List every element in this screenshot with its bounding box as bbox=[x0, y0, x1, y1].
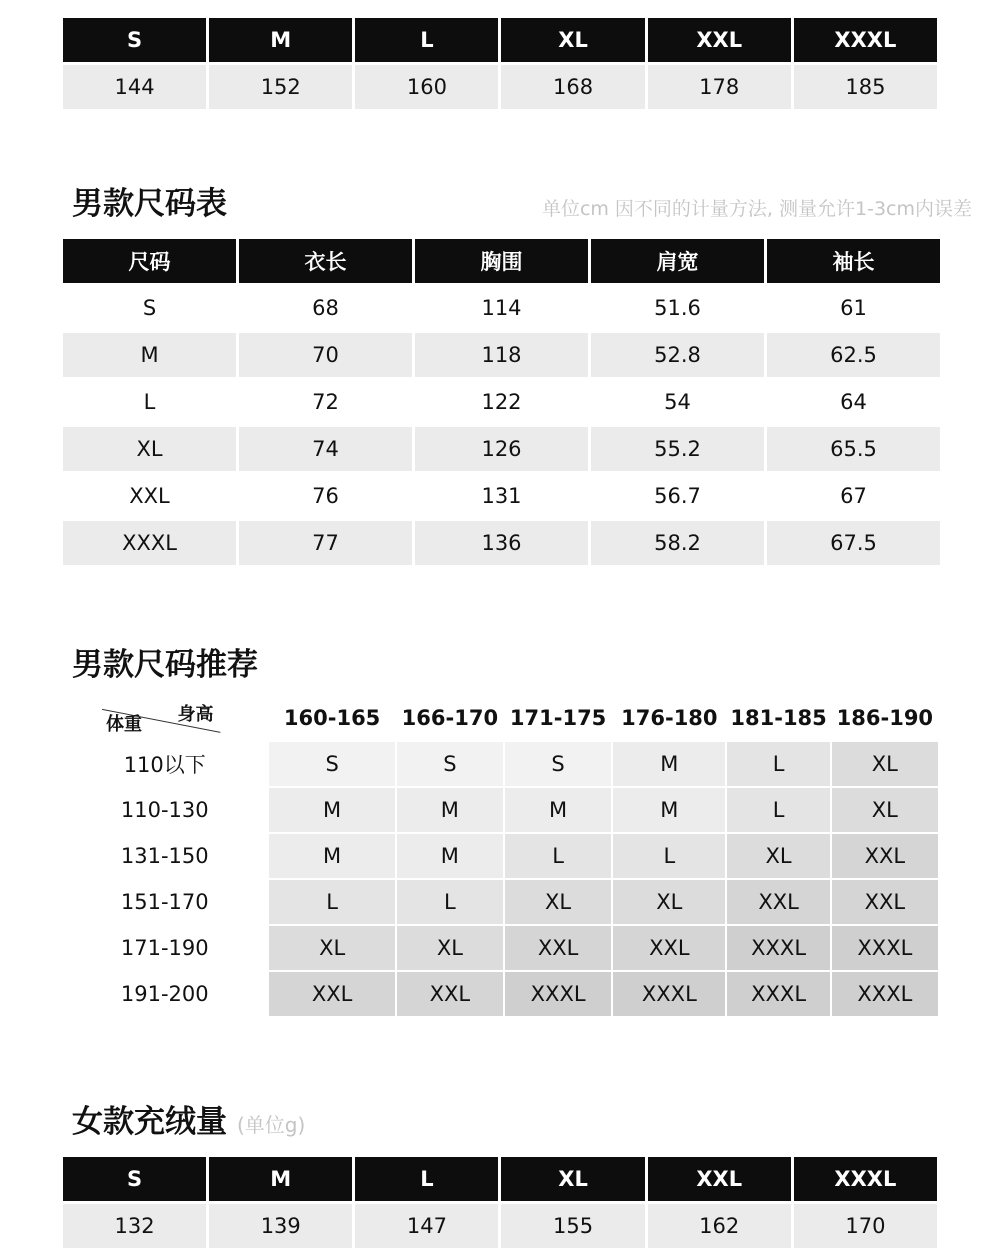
women-value-cell: 170 bbox=[794, 1204, 937, 1248]
weight-range-cell: 171-190 bbox=[62, 926, 267, 970]
men-table-cell: 74 bbox=[239, 427, 412, 471]
men-table-row bbox=[63, 286, 940, 330]
weight-range-cell: 131-150 bbox=[62, 834, 267, 878]
rec-table-row bbox=[62, 880, 938, 924]
recommended-size-cell: M bbox=[269, 834, 394, 878]
weight-range-cell: 110以下 bbox=[62, 742, 267, 786]
men-rec-table bbox=[60, 694, 940, 1018]
recommended-size-cell: XXXL bbox=[727, 926, 829, 970]
men-table-cell: 61 bbox=[767, 286, 940, 330]
rec-table-row bbox=[62, 742, 938, 786]
recommended-size-cell: XXL bbox=[727, 880, 829, 924]
men-table-row bbox=[63, 333, 940, 377]
recommended-size-cell: XXL bbox=[832, 880, 938, 924]
men-table-cell: 114 bbox=[415, 286, 588, 330]
men-table-header-row bbox=[63, 239, 940, 283]
corner-height-label: 身高 bbox=[177, 704, 214, 725]
height-range-header: 160-165 bbox=[283, 706, 381, 730]
women-value-cell: 139 bbox=[209, 1204, 352, 1248]
corner-weight-label: 体重 bbox=[106, 714, 142, 735]
women-header-cell: S bbox=[63, 1157, 206, 1201]
recommended-size-cell: XL bbox=[832, 742, 938, 786]
men-table-row bbox=[63, 427, 940, 471]
men-table-row bbox=[63, 380, 940, 424]
women-header-cell: XXXL bbox=[794, 1157, 937, 1201]
women-value-cell: 147 bbox=[355, 1204, 498, 1248]
recommended-size-cell: L bbox=[397, 880, 503, 924]
top-table-value-row bbox=[63, 65, 937, 109]
top-header-cell: M bbox=[209, 18, 352, 62]
men-size-table bbox=[60, 236, 943, 568]
recommended-size-cell: XXL bbox=[613, 926, 725, 970]
recommended-size-cell: M bbox=[505, 788, 611, 832]
top-header-cell: XXXL bbox=[794, 18, 937, 62]
men-table-cell: S bbox=[63, 286, 236, 330]
corner-diagonal-line bbox=[62, 696, 267, 740]
recommended-size-cell: XXXL bbox=[613, 972, 725, 1016]
men-table-cell: XL bbox=[63, 427, 236, 471]
rec-table-row bbox=[62, 788, 938, 832]
height-range-header: 166-170 bbox=[401, 706, 499, 730]
top-header-cell: XL bbox=[501, 18, 644, 62]
recommended-size-cell: L bbox=[269, 880, 394, 924]
top-value-cell: 168 bbox=[501, 65, 644, 109]
recommended-size-cell: XXXL bbox=[832, 926, 938, 970]
recommended-size-cell: XXL bbox=[832, 834, 938, 878]
recommended-size-cell: XL bbox=[505, 880, 611, 924]
men-table-cell: 68 bbox=[239, 286, 412, 330]
recommended-size-cell: L bbox=[727, 742, 829, 786]
recommended-size-cell: XXXL bbox=[832, 972, 938, 1016]
men-table-cell: 51.6 bbox=[591, 286, 764, 330]
women-fill-unit-note: (单位g) bbox=[237, 1113, 306, 1137]
men-table-cell: XXL bbox=[63, 474, 236, 518]
women-fill-table bbox=[60, 1154, 940, 1251]
recommended-size-cell: XL bbox=[269, 926, 394, 970]
recommended-size-cell: M bbox=[397, 788, 503, 832]
height-range-header: 181-185 bbox=[730, 706, 827, 730]
men-table-cell: M bbox=[63, 333, 236, 377]
women-table-value-row bbox=[63, 1204, 937, 1248]
women-value-cell: 155 bbox=[501, 1204, 644, 1248]
men-table-cell: 122 bbox=[415, 380, 588, 424]
weight-range-cell: 151-170 bbox=[62, 880, 267, 924]
top-value-cell: 144 bbox=[63, 65, 206, 109]
men-table-cell: 67.5 bbox=[767, 521, 940, 565]
top-table-header-row bbox=[63, 18, 937, 62]
rec-table-row bbox=[62, 972, 938, 1016]
men-header-cell: 尺码 bbox=[63, 239, 236, 283]
recommended-size-cell: M bbox=[269, 788, 394, 832]
recommended-size-cell: XL bbox=[727, 834, 829, 878]
men-table-cell: 118 bbox=[415, 333, 588, 377]
height-range-header: 171-175 bbox=[509, 706, 607, 730]
top-value-cell: 185 bbox=[794, 65, 937, 109]
rec-table-header-row bbox=[62, 696, 938, 740]
top-header-cell: L bbox=[355, 18, 498, 62]
recommended-size-cell: XL bbox=[397, 926, 503, 970]
men-table-cell: 126 bbox=[415, 427, 588, 471]
rec-table-row bbox=[62, 834, 938, 878]
men-table-cell: 70 bbox=[239, 333, 412, 377]
women-header-cell: XXL bbox=[648, 1157, 791, 1201]
men-table-cell: 58.2 bbox=[591, 521, 764, 565]
recommended-size-cell: S bbox=[397, 742, 503, 786]
women-fill-title bbox=[72, 1096, 305, 1141]
recommended-size-cell: XXL bbox=[269, 972, 394, 1016]
men-table-cell: 76 bbox=[239, 474, 412, 518]
recommended-size-cell: M bbox=[397, 834, 503, 878]
men-table-cell: 67 bbox=[767, 474, 940, 518]
men-size-title: 男款尺码表 bbox=[72, 186, 227, 222]
men-table-cell: 77 bbox=[239, 521, 412, 565]
recommended-size-cell: XXL bbox=[505, 926, 611, 970]
recommended-size-cell: L bbox=[613, 834, 725, 878]
recommended-size-cell: XL bbox=[832, 788, 938, 832]
women-fill-title-text: 女款充绒量 bbox=[72, 1104, 227, 1140]
men-rec-title: 男款尺码推荐 bbox=[72, 647, 258, 683]
men-header-cell: 肩宽 bbox=[591, 239, 764, 283]
weight-range-cell: 110-130 bbox=[62, 788, 267, 832]
recommended-size-cell: M bbox=[613, 788, 725, 832]
men-table-cell: 56.7 bbox=[591, 474, 764, 518]
top-value-cell: 178 bbox=[648, 65, 791, 109]
men-table-cell: 55.2 bbox=[591, 427, 764, 471]
recommended-size-cell: XXL bbox=[397, 972, 503, 1016]
men-table-cell: 52.8 bbox=[591, 333, 764, 377]
men-table-cell: 65.5 bbox=[767, 427, 940, 471]
men-table-cell: L bbox=[63, 380, 236, 424]
men-table-cell: 62.5 bbox=[767, 333, 940, 377]
men-table-cell: 72 bbox=[239, 380, 412, 424]
recommended-size-cell: XXXL bbox=[727, 972, 829, 1016]
women-header-cell: XL bbox=[501, 1157, 644, 1201]
men-table-cell: 54 bbox=[591, 380, 764, 424]
top-value-cell: 152 bbox=[209, 65, 352, 109]
men-table-cell: XXXL bbox=[63, 521, 236, 565]
recommended-size-cell: XL bbox=[613, 880, 725, 924]
recommended-size-cell: S bbox=[505, 742, 611, 786]
top-header-cell: S bbox=[63, 18, 206, 62]
height-range-header: 186-190 bbox=[836, 706, 934, 730]
weight-range-cell: 191-200 bbox=[62, 972, 267, 1016]
recommended-size-cell: S bbox=[269, 742, 394, 786]
women-value-cell: 132 bbox=[63, 1204, 206, 1248]
top-size-table bbox=[60, 15, 940, 112]
recommended-size-cell: XXXL bbox=[505, 972, 611, 1016]
rec-table-row bbox=[62, 926, 938, 970]
top-header-cell: XXL bbox=[648, 18, 791, 62]
men-header-cell: 胸围 bbox=[415, 239, 588, 283]
recommended-size-cell: M bbox=[613, 742, 725, 786]
men-table-row bbox=[63, 521, 940, 565]
recommended-size-cell: L bbox=[727, 788, 829, 832]
women-value-cell: 162 bbox=[648, 1204, 791, 1248]
men-table-cell: 64 bbox=[767, 380, 940, 424]
men-table-cell: 136 bbox=[415, 521, 588, 565]
top-value-cell: 160 bbox=[355, 65, 498, 109]
women-header-cell: L bbox=[355, 1157, 498, 1201]
men-table-row bbox=[63, 474, 940, 518]
women-header-cell: M bbox=[209, 1157, 352, 1201]
measurement-note: 单位cm 因不同的计量方法, 测量允许1-3cm内误差 bbox=[541, 198, 972, 220]
women-table-header-row bbox=[63, 1157, 937, 1201]
men-header-cell: 衣长 bbox=[239, 239, 412, 283]
recommended-size-cell: L bbox=[505, 834, 611, 878]
men-header-cell: 袖长 bbox=[767, 239, 940, 283]
height-range-header: 176-180 bbox=[621, 706, 718, 730]
men-table-cell: 131 bbox=[415, 474, 588, 518]
rec-table-corner bbox=[62, 696, 267, 740]
